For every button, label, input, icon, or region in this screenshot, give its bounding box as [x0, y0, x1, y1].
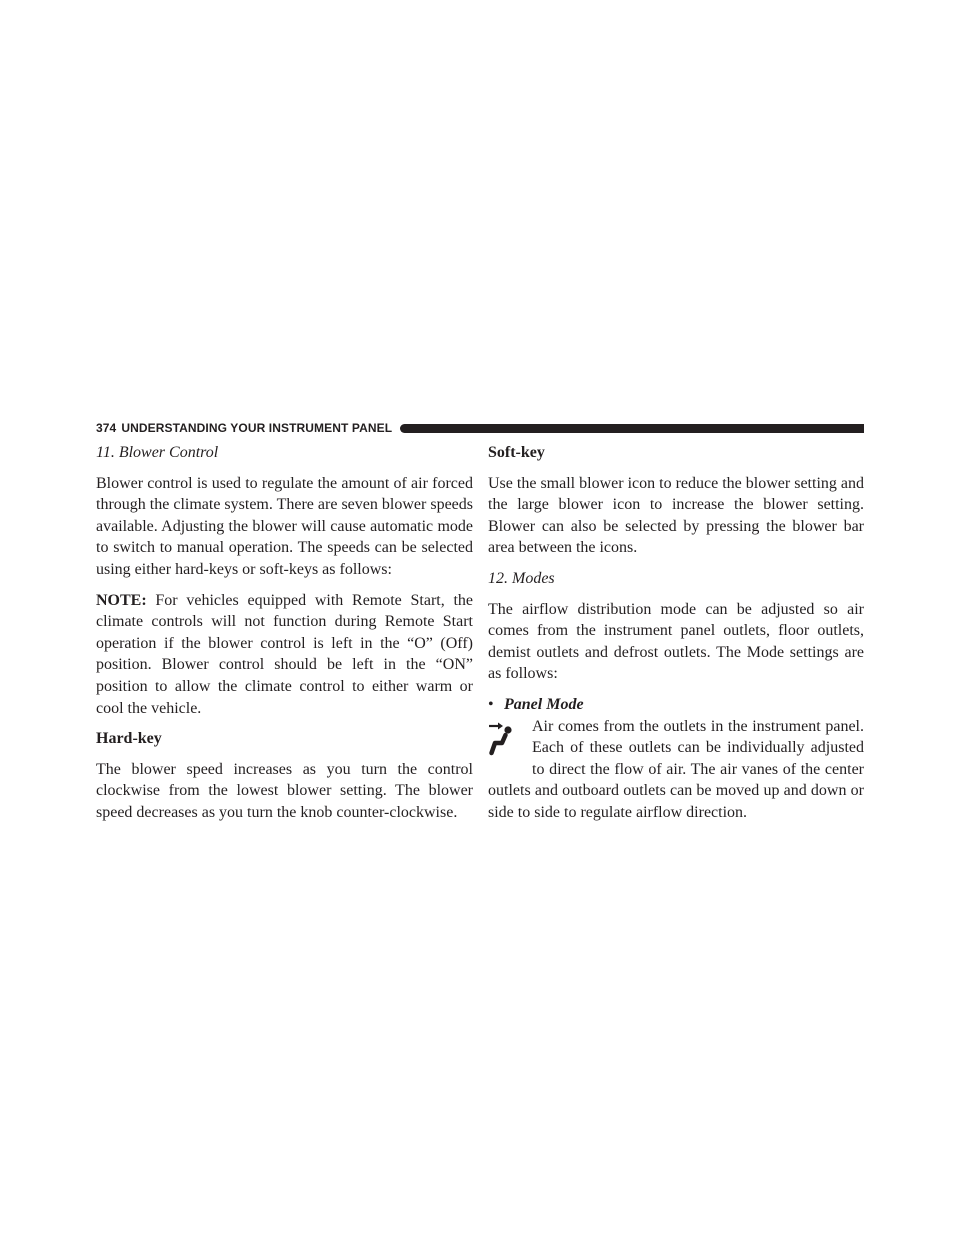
- soft-key-heading: Soft-key: [488, 444, 545, 461]
- note-label: NOTE:: [96, 591, 147, 609]
- right-column: [488, 441, 864, 824]
- panel-mode-label: Panel Mode: [504, 695, 584, 713]
- panel-mode-bullet: [488, 694, 864, 716]
- note-text: For vehicles equipped with Remote Start, the climate controls will not function during Remote Start operation if the blower control is left in the “O” (Off) position. Blower control should be left in the “ON” position to allow the climate control to either warm or cool the vehicle.: [96, 591, 473, 717]
- modes-paragraph: The airflow distribution mode can be adjusted so air comes from the instrument panel outlets, floor outlets, demist outlets and defrost outlets. The Mode settings are as follows:: [488, 600, 864, 683]
- hard-key-paragraph: The blower speed increases as you turn the control clockwise from the lowest blower setting. The blower speed decreases as you turn the knob counter-clockwise.: [96, 760, 473, 821]
- panel-mode-text: Air comes from the outlets in the instrument panel. Each of these outlets can be individually adjusted to direct the flow of air. The air vanes of the center outlets and outboard outlets can be moved up and down or side to side to regulate airflow direction.: [488, 717, 864, 821]
- blower-control-paragraph: Blower control is used to regulate the amount of air forced through the climate system. There are seven blower speeds available. Adjusting the blower will cause automatic mode to switch to manual operation. The speeds can be selected using either hard-keys or soft-keys as follows:: [96, 474, 473, 578]
- bullet-symbol: •: [488, 695, 494, 713]
- page-number: 374: [96, 421, 117, 435]
- section-title: UNDERSTANDING YOUR INSTRUMENT PANEL: [121, 421, 393, 435]
- soft-key-paragraph: Use the small blower icon to reduce the blower setting and the large blower icon to increase the blower setting. Blower can also be selected by pressing the blower bar area between the icons.: [488, 474, 864, 557]
- hard-key-heading: Hard-key: [96, 730, 162, 748]
- blower-control-heading: 11. Blower Control: [96, 444, 219, 461]
- header-text: [96, 421, 392, 435]
- page-header: [96, 418, 864, 438]
- panel-mode-icon: [488, 720, 526, 762]
- modes-heading: 12. Modes: [488, 569, 555, 587]
- panel-mode-description: [488, 716, 864, 824]
- note-paragraph: [96, 590, 473, 720]
- header-rule: [400, 424, 864, 433]
- left-column: [96, 441, 473, 833]
